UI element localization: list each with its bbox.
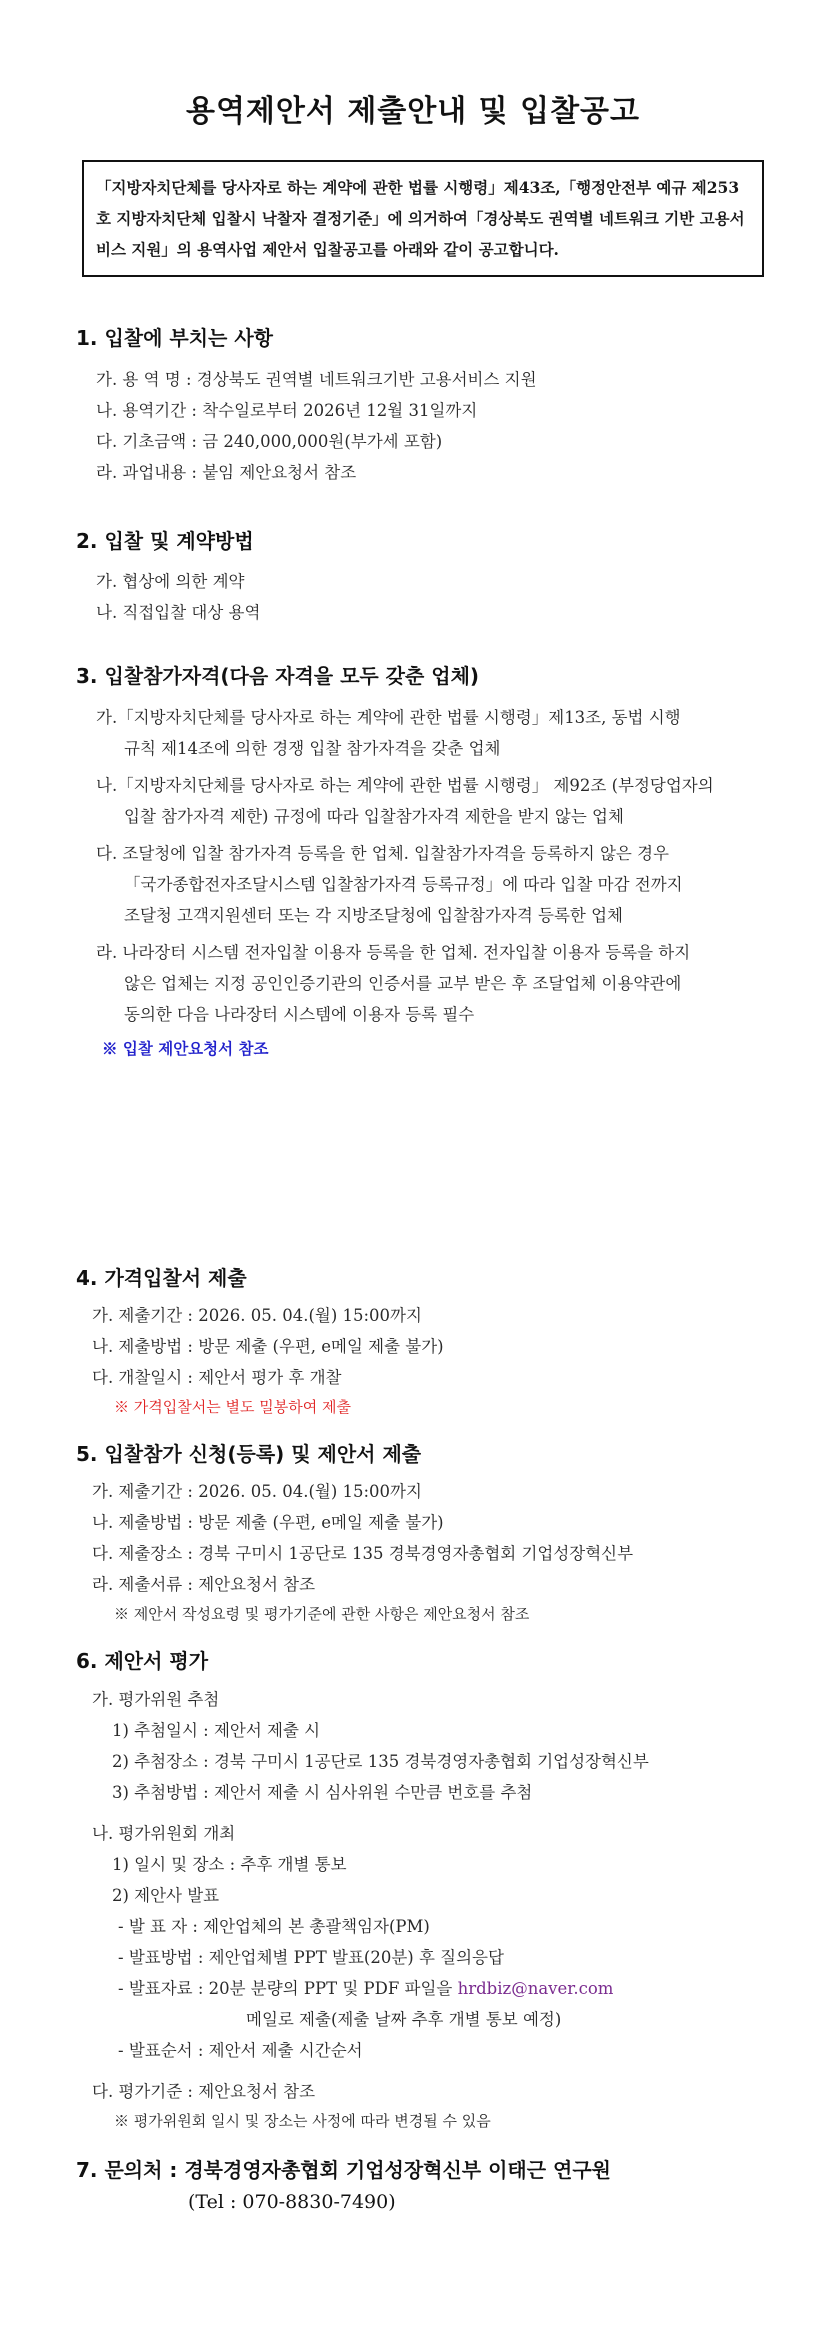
section-1-item: 라. 과업내용 : 붙임 제안요청서 참조 (96, 463, 357, 482)
contact-line: 7. 문의처 : 경북경영자총협회 기업성장혁신부 이태근 연구원 (76, 2158, 611, 2182)
section-1-item: 나. 용역기간 : 착수일로부터 2026년 12월 31일까지 (96, 401, 478, 420)
section-3-line: 라. 나라장터 시스템 전자입찰 이용자 등록을 한 업체. 전자입찰 이용자 등록을 하지 (96, 943, 691, 962)
section-2-heading: 2. 입찰 및 계약방법 (76, 529, 254, 553)
section-1-item: 가. 용 역 명 : 경상북도 권역별 네트워크기반 고용서비스 지원 (96, 370, 537, 389)
section-3-line: 입찰 참가자격 제한) 규정에 따라 입찰참가자격 제한을 받지 않는 업체 (124, 807, 624, 826)
section-3-heading: 3. 입찰참가자격(다음 자격을 모두 갖춘 업체) (76, 664, 480, 688)
section-6-da: 다. 평가기준 : 제안요청서 참조 (92, 2082, 316, 2101)
contact-tel: (Tel : 070-8830-7490) (188, 2191, 396, 2213)
contact-email-link[interactable]: hrdbiz@naver.com (457, 1979, 614, 1998)
section-5-item: 나. 제출방법 : 방문 제출 (우편, e메일 제출 불가) (92, 1513, 444, 1532)
presentation-material-cont: 메일로 제출(제출 날짜 추후 개별 통보 예정) (246, 2010, 562, 2029)
section-5-heading: 5. 입찰참가 신청(등록) 및 제안서 제출 (76, 1442, 422, 1466)
section-6-ga-item: 3) 추첨방법 : 제안서 제출 시 심사위원 수만큼 번호를 추첨 (112, 1783, 533, 1802)
section-3-line: 동의한 다음 나라장터 시스템에 이용자 등록 필수 (124, 1005, 475, 1024)
section-6-na: 나. 평가위원회 개최 (92, 1824, 236, 1843)
section-6-ga: 가. 평가위원 추첨 (92, 1690, 220, 1709)
section-3-line: 조달청 고객지원센터 또는 각 지방조달청에 입찰참가자격 등록한 업체 (124, 906, 623, 925)
presentation-material (118, 1975, 613, 1999)
section-3-line: 다. 조달청에 입찰 참가자격 등록을 한 업체. 입찰참가자격을 등록하지 않은 경우 (96, 844, 669, 863)
section-3-line: 나.「지방자치단체를 당사자로 하는 계약에 관한 법률 시행령」 제92조 (부정당업자의 (96, 776, 714, 795)
section-3-line: 「국가종합전자조달시스템 입찰참가자격 등록규정」에 따라 입찰 마감 전까지 (124, 875, 683, 894)
section-6-heading: 6. 제안서 평가 (76, 1649, 209, 1673)
section-5-item: 다. 제출장소 : 경북 구미시 1공단로 135 경북경영자총협회 기업성장혁신부 (92, 1544, 634, 1563)
section-3-line: 규칙 제14조에 의한 경쟁 입찰 참가자격을 갖춘 업체 (124, 739, 501, 758)
section-5-item: 라. 제출서류 : 제안요청서 참조 (92, 1575, 316, 1594)
section-5-note: ※ 제안서 작성요령 및 평가기준에 관한 사항은 제안요청서 참조 (114, 1605, 530, 1623)
section-6-ga-item: 2) 추첨장소 : 경북 구미시 1공단로 135 경북경영자총협회 기업성장혁신부 (112, 1752, 649, 1771)
section-3-note: ※ 입찰 제안요청서 참조 (102, 1039, 269, 1058)
section-5-item: 가. 제출기간 : 2026. 05. 04.(월) 15:00까지 (92, 1482, 422, 1501)
section-2-item: 나. 직접입찰 대상 용역 (96, 603, 261, 622)
presentation-item: - 발표방법 : 제안업체별 PPT 발표(20분) 후 질의응답 (118, 1948, 504, 1967)
section-6-ga-item: 1) 추첨일시 : 제안서 제출 시 (112, 1721, 321, 1740)
section-6-na-item: 2) 제안사 발표 (112, 1886, 220, 1905)
section-4-item: 다. 개찰일시 : 제안서 평가 후 개찰 (92, 1368, 342, 1387)
section-4-item: 가. 제출기간 : 2026. 05. 04.(월) 15:00까지 (92, 1306, 422, 1325)
section-1-item: 다. 기초금액 : 금 240,000,000원(부가세 포함) (96, 432, 443, 451)
section-3-line: 않은 업체는 지정 공인인증기관의 인증서를 교부 받은 후 조달업체 이용약관에 (124, 974, 682, 993)
section-3-line: 가.「지방자치단체를 당사자로 하는 계약에 관한 법률 시행령」제13조, 동법 시행 (96, 708, 681, 727)
section-2-item: 가. 협상에 의한 계약 (96, 572, 245, 591)
section-1-heading: 1. 입찰에 부치는 사항 (76, 326, 273, 350)
section-6-na-item: 1) 일시 및 장소 : 추후 개별 통보 (112, 1855, 347, 1874)
presentation-order: - 발표순서 : 제안서 제출 시간순서 (118, 2041, 363, 2060)
section-4-note: ※ 가격입찰서는 별도 밀봉하여 제출 (114, 1398, 351, 1416)
intro-box: 「지방자치단체를 당사자로 하는 계약에 관한 법률 시행령」제43조,「행정안전부 예규 제253호 지방자치단체 입찰시 낙찰자 결정기준」에 의거하여「경상북도 권역별 네트워크 기반 고용서비스 지원」의 용역사업 제안서 입찰공고를 아래와 같이 공고합니다. (82, 160, 764, 277)
section-6-note: ※ 평가위원회 일시 및 장소는 사정에 따라 변경될 수 있음 (114, 2112, 491, 2130)
presentation-item: - 발 표 자 : 제안업체의 본 총괄책임자(PM) (118, 1917, 430, 1936)
page-title: 용역제안서 제출안내 및 입찰공고 (185, 94, 641, 129)
section-4-item: 나. 제출방법 : 방문 제출 (우편, e메일 제출 불가) (92, 1337, 444, 1356)
presentation-material-label: - 발표자료 : 20분 분량의 PPT 및 PDF 파일을 (118, 1979, 458, 1998)
section-4-heading: 4. 가격입찰서 제출 (76, 1266, 247, 1290)
